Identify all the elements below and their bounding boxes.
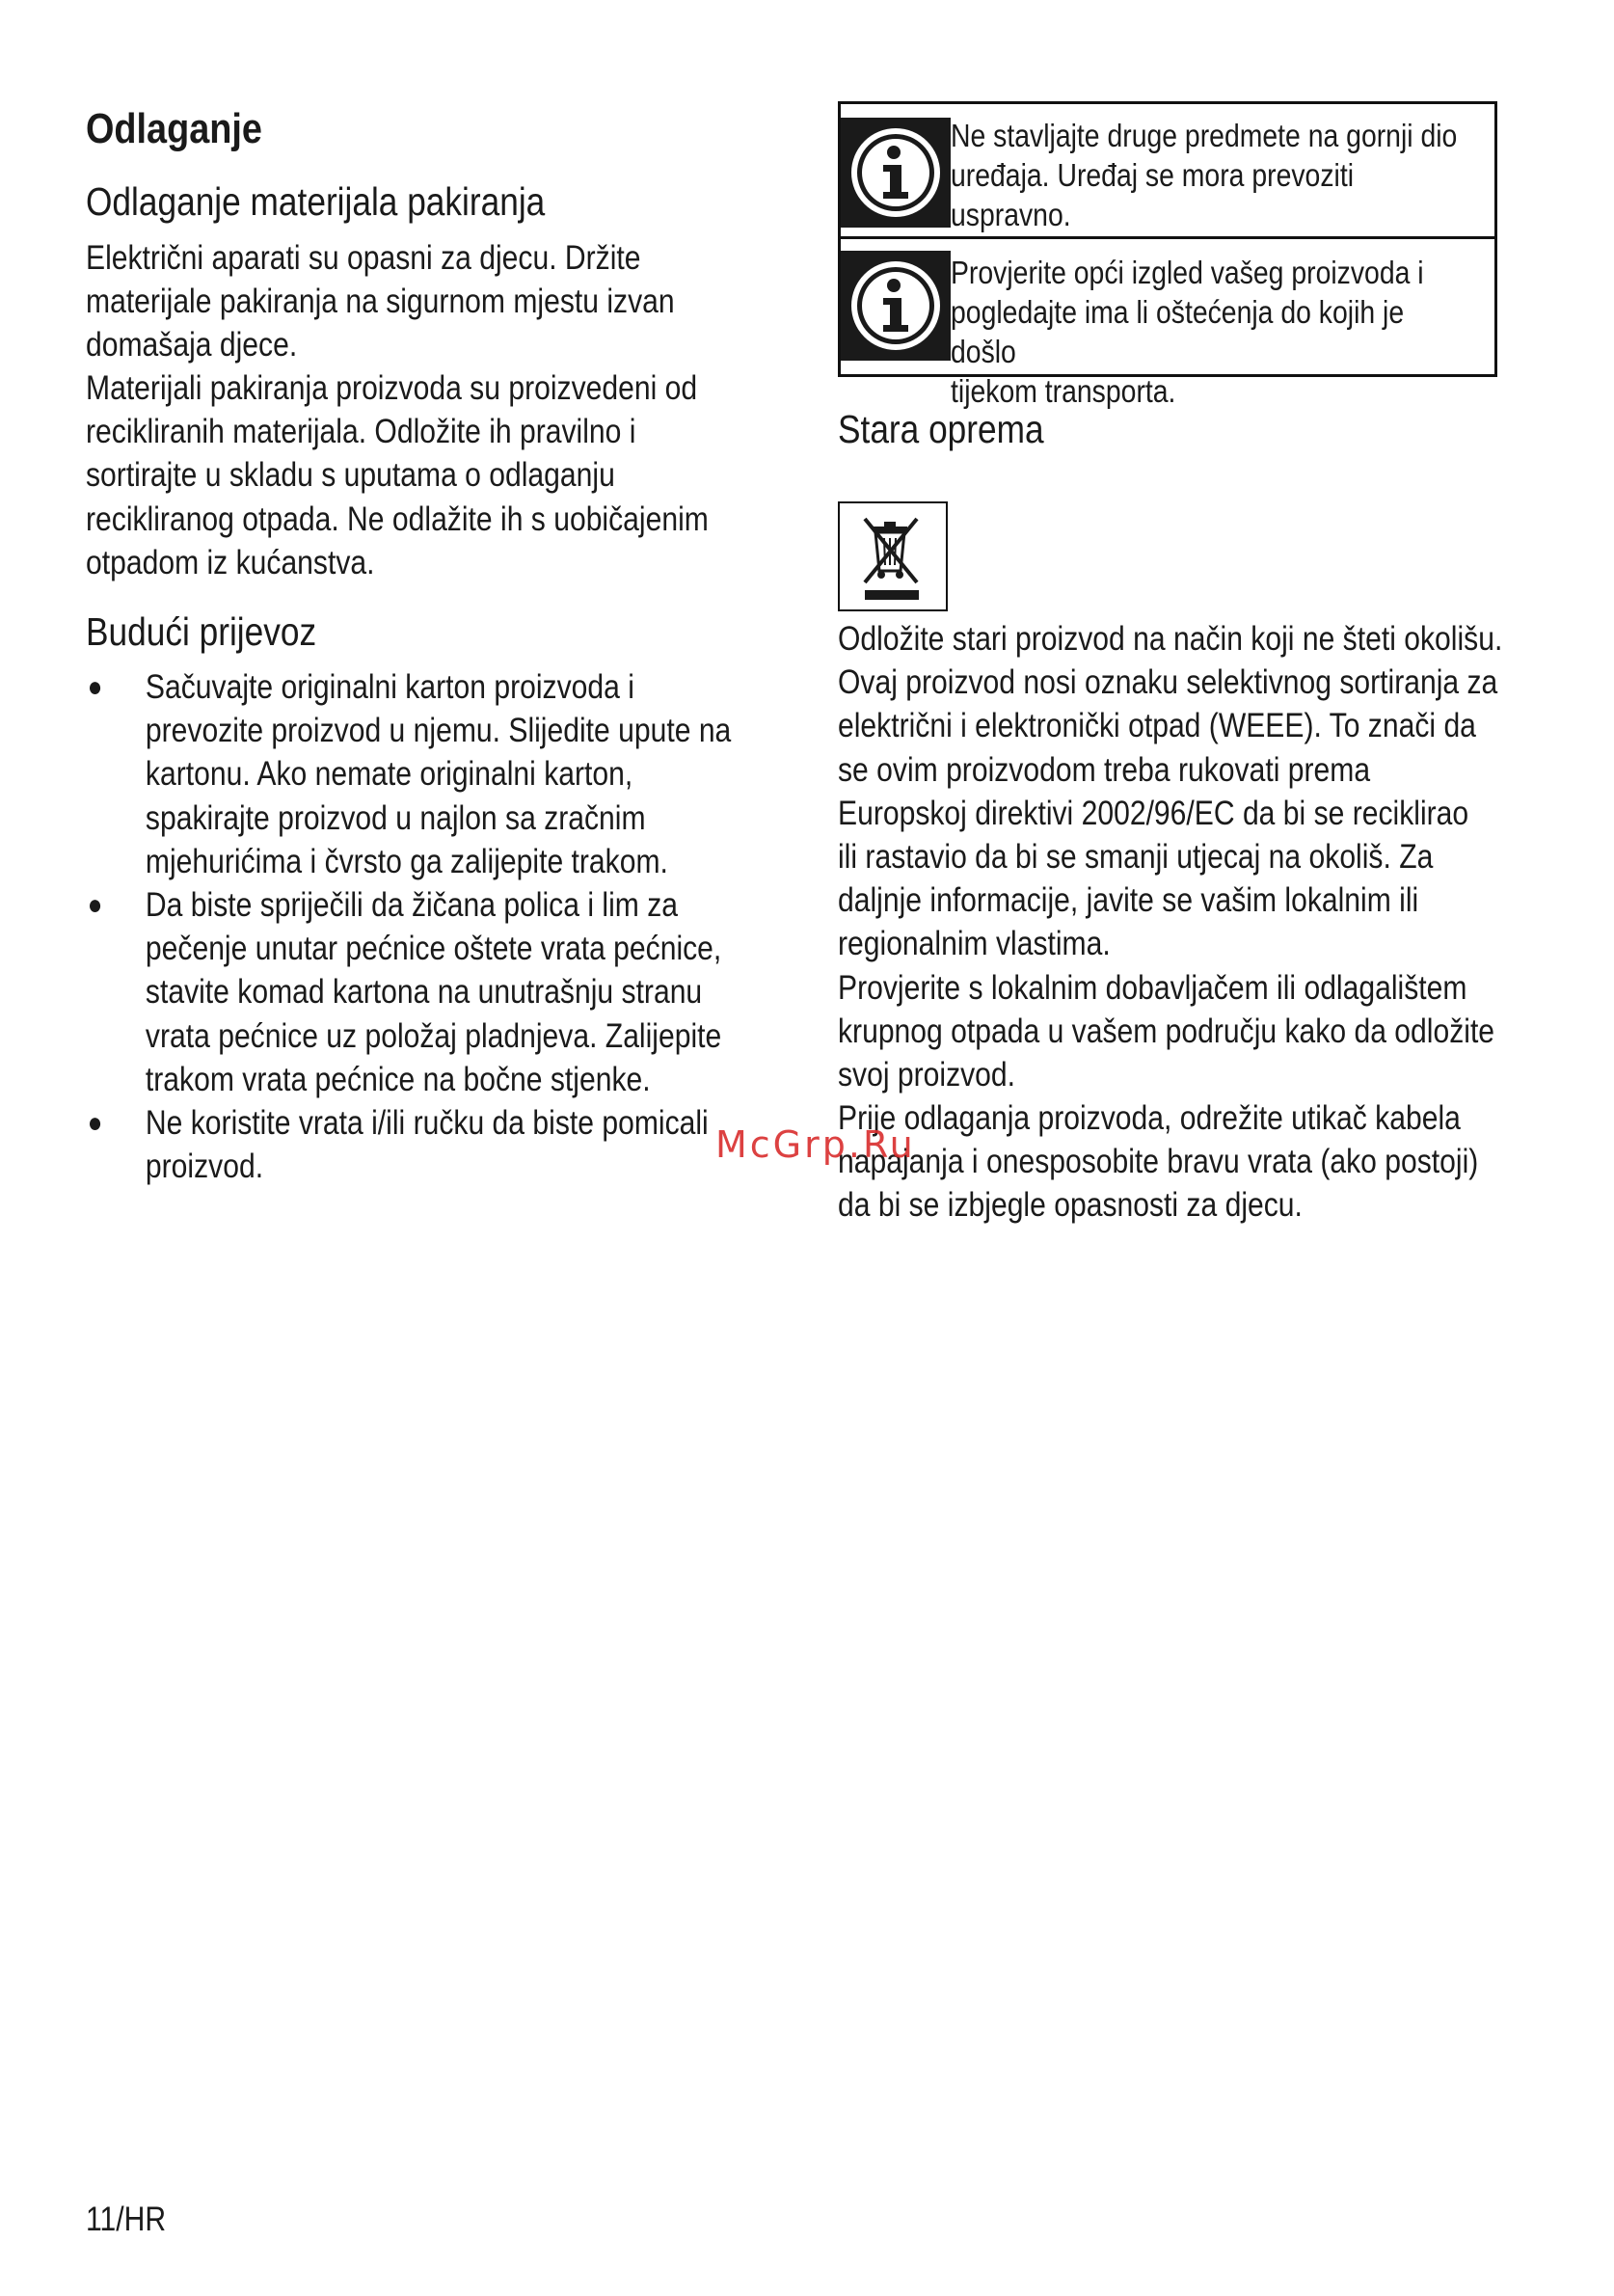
text-line: sortirajte u skladu s uputama o odlaganju bbox=[86, 456, 615, 495]
list-item bbox=[86, 665, 731, 883]
text-line: Odložite stari proizvod na način koji ne šteti okolišu. bbox=[838, 620, 1503, 658]
text-line: električni i elektronički otpad (WEEE). To znači da bbox=[838, 707, 1476, 745]
text-line: daljnje informacije, javite se vašim lokalnim ili bbox=[838, 881, 1419, 920]
info-notes-box bbox=[838, 101, 1497, 409]
old-equipment-paragraph-3 bbox=[838, 1096, 1478, 1228]
text-line: Da biste spriječili da žičana polica i lim za bbox=[145, 886, 678, 925]
info-icon bbox=[841, 251, 951, 361]
packaging-paragraph-2 bbox=[86, 366, 709, 584]
text-line: otpadom iz kućanstva. bbox=[86, 543, 375, 581]
section-title-old-equipment: Stara oprema bbox=[838, 407, 1044, 451]
info-icon bbox=[841, 118, 951, 228]
bullet-icon: ● bbox=[87, 1107, 103, 1140]
info-note bbox=[841, 239, 1494, 409]
section-title-packaging: Odlaganje materijala pakiranja bbox=[86, 179, 546, 224]
text-line: domašaja djece. bbox=[86, 326, 298, 365]
old-equipment-paragraph-2 bbox=[838, 966, 1494, 1097]
bullet-icon: ● bbox=[87, 889, 103, 922]
text-line: napajanja i onesposobite bravu vrata (ako postoji) bbox=[838, 1143, 1479, 1181]
info-note bbox=[841, 104, 1494, 239]
text-line: ili rastavio da bi se smanji utjecaj na okoliš. Za bbox=[838, 838, 1434, 877]
text-line: krupnog otpada u vašem području kako da odložite bbox=[838, 1013, 1495, 1051]
text-line: Prije odlaganja proizvoda, odrežite utikač kabela bbox=[838, 1099, 1461, 1137]
page-number: 11/HR bbox=[86, 2201, 167, 2238]
text-line: mjehurićima i čvrsto ga zalijepite trakom. bbox=[145, 842, 668, 880]
text-line: proizvod. bbox=[145, 1148, 264, 1186]
text-line: svoj proizvod. bbox=[838, 1056, 1016, 1094]
text-line: stavite komad kartona na unutrašnju stranu bbox=[145, 973, 703, 1012]
page-heading: Odlaganje bbox=[86, 105, 262, 152]
packaging-paragraph-1 bbox=[86, 236, 675, 367]
text-line: prevozite proizvod u njemu. Slijedite upute na bbox=[145, 712, 732, 750]
section-title-transport: Budući prijevoz bbox=[86, 609, 317, 654]
list-item bbox=[86, 883, 731, 1101]
text-line: spakirajte proizvod u najlon sa zračnim bbox=[145, 798, 646, 837]
text-line: Električni aparati su opasni za djecu. Držite bbox=[86, 239, 641, 277]
old-equipment-paragraph-1 bbox=[838, 617, 1502, 966]
info-note-text bbox=[951, 253, 1465, 411]
text-line: Ne koristite vrata i/ili ručku da biste pomicali bbox=[145, 1104, 709, 1143]
info-note-text bbox=[951, 116, 1465, 234]
text-line: uređaja. Uređaj se mora prevoziti uspravno. bbox=[951, 157, 1355, 232]
text-line: se ovim proizvodom treba rukovati prema bbox=[838, 750, 1371, 789]
text-line: materijale pakiranja na sigurnom mjestu izvan bbox=[86, 283, 675, 321]
text-line: pečenje unutar pećnice oštete vrata pećnice, bbox=[145, 930, 722, 968]
text-line: Ne stavljajte druge predmete na gornji dio bbox=[951, 118, 1458, 153]
text-line: recikliranog otpada. Ne odlažite ih s uobičajenim bbox=[86, 500, 709, 538]
text-line: Sačuvajte originalni karton proizvoda i bbox=[145, 668, 634, 706]
bullet-icon: ● bbox=[87, 671, 103, 703]
text-line: Materijali pakiranja proizvoda su proizvedeni od bbox=[86, 369, 698, 407]
text-line: Ovaj proizvod nosi oznaku selektivnog sortiranja za bbox=[838, 663, 1498, 702]
text-line: vrata pećnice uz položaj pladnjeva. Zalijepite bbox=[145, 1016, 722, 1055]
watermark: McGrp.Ru bbox=[715, 1123, 916, 1166]
text-line: Europskoj direktivi 2002/96/EC da bi se reciklirao bbox=[838, 794, 1469, 832]
text-line: da bi se izbjegle opasnosti za djecu. bbox=[838, 1186, 1303, 1225]
transport-bullet-list bbox=[86, 665, 731, 1188]
text-line: kartonu. Ako nemate originalni karton, bbox=[145, 755, 633, 794]
text-line: regionalnim vlastima. bbox=[838, 925, 1111, 963]
list-item bbox=[86, 1101, 731, 1188]
text-line: trakom vrata pećnice na bočne stjenke. bbox=[145, 1060, 651, 1098]
text-line: recikliranih materijala. Odložite ih pravilno i bbox=[86, 413, 636, 451]
text-line: tijekom transporta. bbox=[951, 373, 1176, 409]
weee-crossed-bin-icon bbox=[838, 501, 948, 611]
text-line: Provjerite s lokalnim dobavljačem ili odlagalištem bbox=[838, 969, 1467, 1007]
text-line: Provjerite opći izgled vašeg proizvoda i bbox=[951, 255, 1424, 290]
text-line: pogledajte ima li oštećenja do kojih je došlo bbox=[951, 294, 1405, 369]
